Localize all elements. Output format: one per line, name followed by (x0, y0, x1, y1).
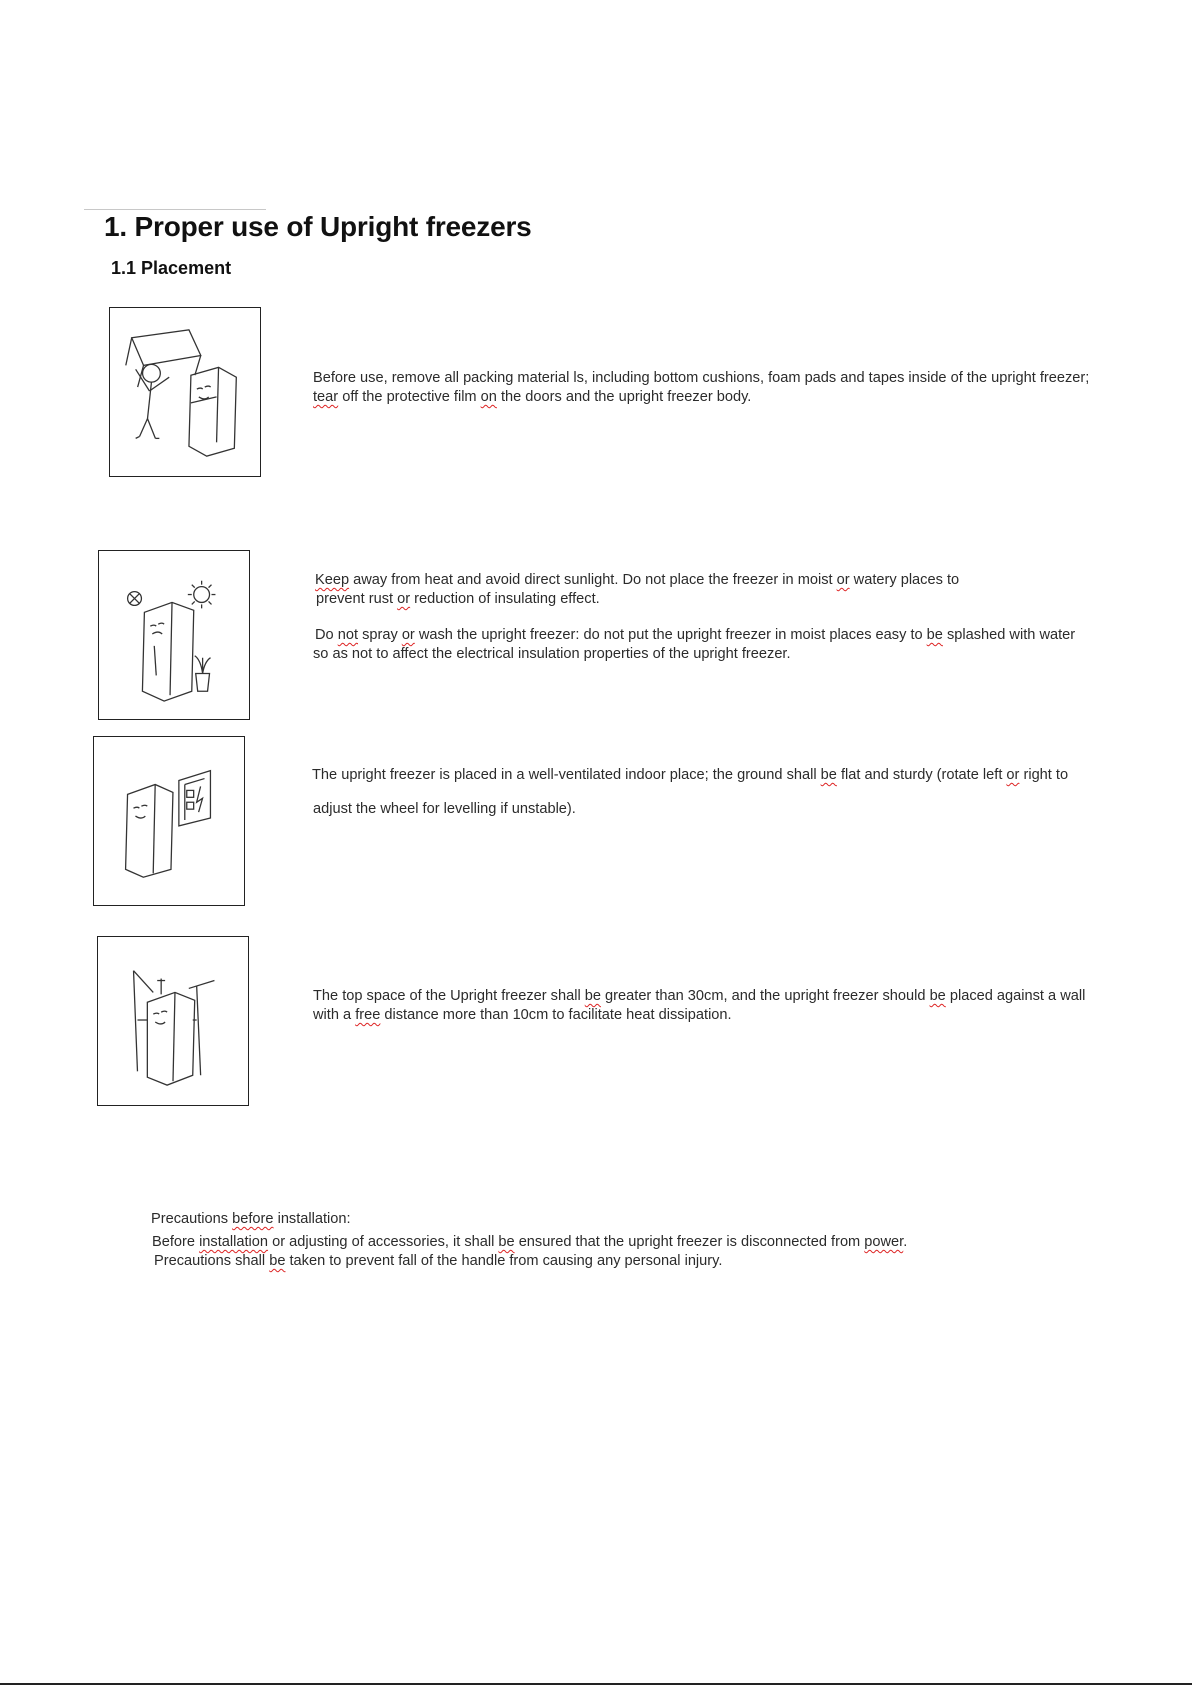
precautions-title: Precautions before installation: (151, 1211, 351, 1227)
item-4-line-2: with a free distance more than 10cm to facilitate heat dissipation. (313, 1007, 732, 1023)
subsection-heading: 1.1 Placement (111, 258, 232, 278)
item-4-line-1: The top space of the Upright freezer shall be greater than 30cm, and the upright freezer should be placed against a wall (313, 988, 1086, 1004)
precautions-line-1: Before installation or adjusting of accessories, it shall be ensured that the upright freezer is disconnected from power. (152, 1234, 908, 1250)
section-heading: 1. Proper use of Upright freezers (104, 211, 532, 242)
ventilation-illustration (93, 736, 245, 906)
item-2-line-2: prevent rust or reduction of insulating effect. (316, 591, 600, 607)
item-1-line-2: tear off the protective film on the doors and the upright freezer body. (313, 389, 752, 405)
header-rule (84, 209, 266, 210)
precautions-line-2: Precautions shall be taken to prevent fall of the handle from causing any personal injury. (154, 1253, 723, 1269)
item-2-line-4: so as not to affect the electrical insulation properties of the upright freezer. (313, 646, 791, 662)
item-1-line-1: Before use, remove all packing material ls, including bottom cushions, foam pads and tapes inside of the upright freezer; (313, 370, 1090, 386)
item-2-line-3: Do not spray or wash the upright freezer: do not put the upright freezer in moist places easy to be splashed with water (315, 627, 1076, 643)
item-3-line-2: adjust the wheel for levelling if unstable). (313, 801, 576, 817)
unpacking-illustration (109, 307, 261, 477)
item-2-line-1: Keep away from heat and avoid direct sunlight. Do not place the freezer in moist or watery places to (315, 572, 960, 588)
wall-clearance-illustration (97, 936, 249, 1106)
avoid-heat-sunlight-illustration (98, 550, 250, 720)
item-3-line-1: The upright freezer is placed in a well-ventilated indoor place; the ground shall be flat and sturdy (rotate left or right to (312, 767, 1069, 783)
